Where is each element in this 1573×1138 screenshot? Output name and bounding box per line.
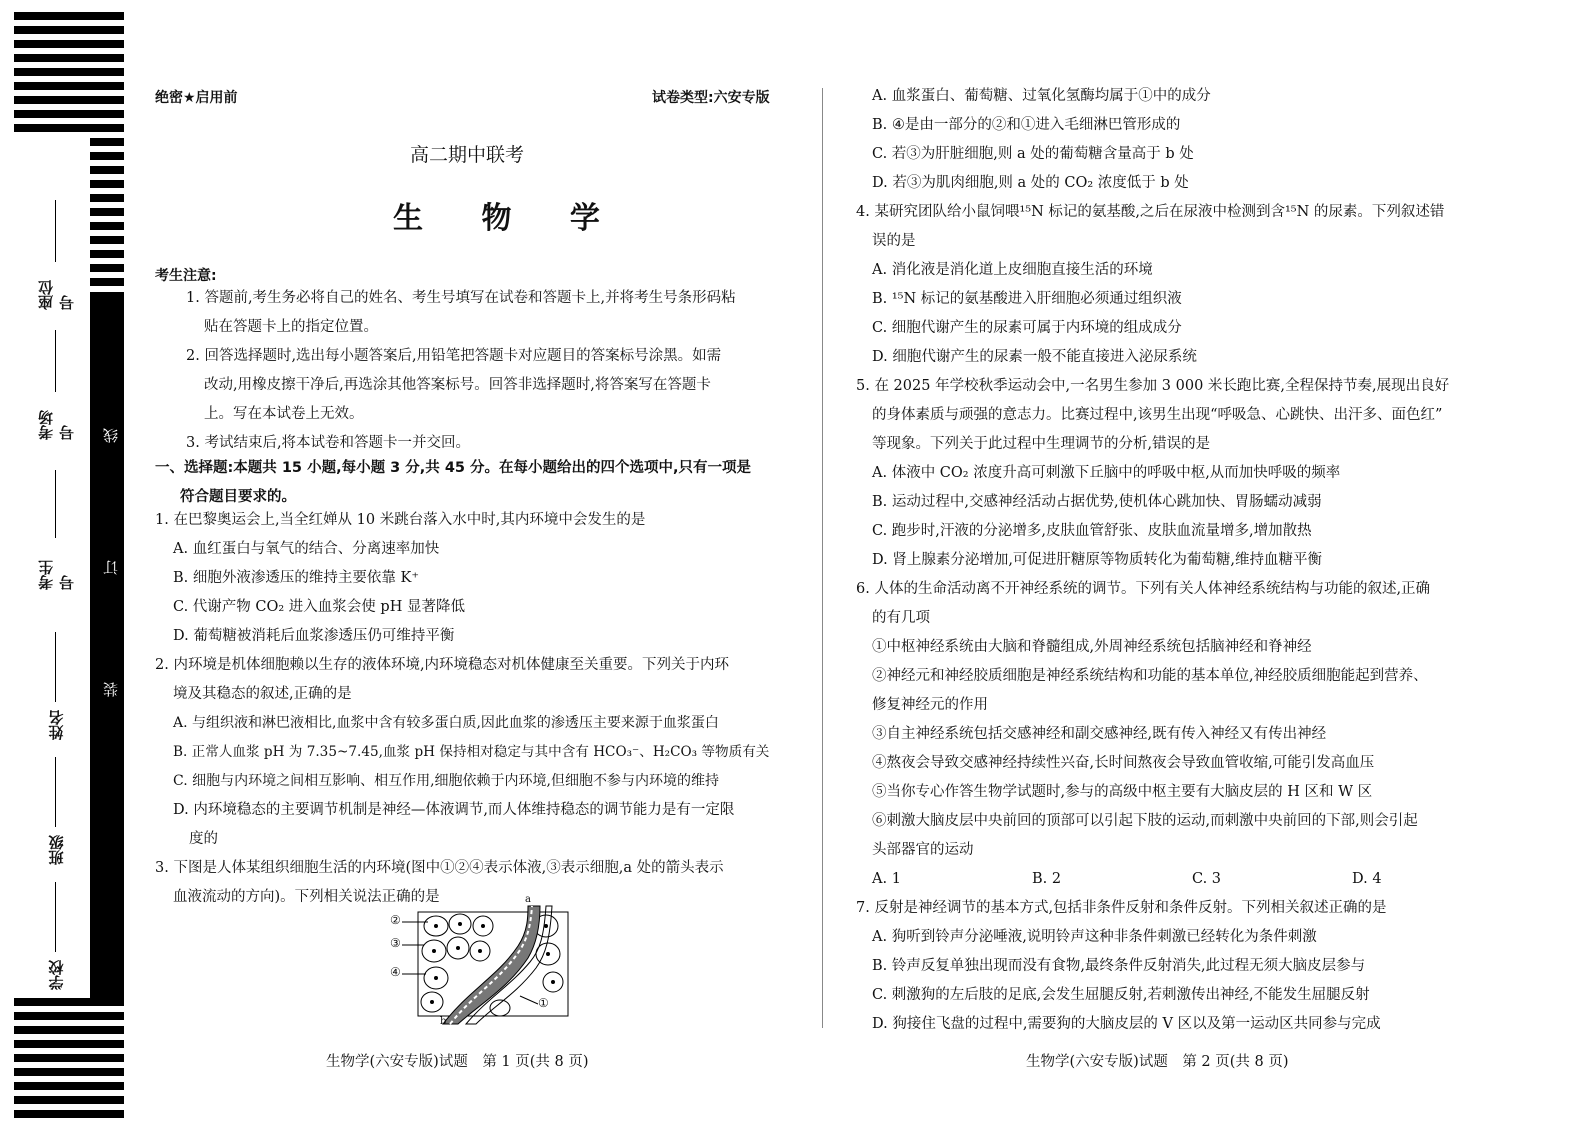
question-stem-cont: 的有几项 bbox=[872, 610, 930, 626]
binding-mark-line: 线 bbox=[102, 428, 120, 443]
tissue-figure bbox=[388, 896, 578, 1028]
section-heading: 一、选择题:本题共 15 小题,每小题 3 分,共 45 分。在每小题给出的四个选项中,只有一项是 bbox=[155, 460, 752, 476]
question-stem: 7. 反射是神经调节的基本方式,包括非条件反射和条件反射。下列相关叙述正确的是 bbox=[856, 900, 1387, 916]
binding-field-school: 学校 bbox=[36, 880, 76, 990]
option: C. 代谢产物 CO₂ 进入血浆会使 pH 显著降低 bbox=[173, 599, 465, 615]
option: A. 与组织液和淋巴液相比,血浆中含有较多蛋白质,因此血浆的渗透压主要来源于血浆蛋白 bbox=[173, 715, 719, 731]
option-cont: 度的 bbox=[189, 831, 218, 847]
subject-title: 生 物 学 bbox=[393, 201, 624, 236]
option: C. 刺激狗的左后肢的足底,会发生屈腿反射,若刺激传出神经,不能发生屈腿反射 bbox=[872, 987, 1370, 1003]
footer-page-1: 生物学(六安专版)试题 第 1 页(共 8 页) bbox=[326, 1054, 589, 1070]
option: A. 血浆蛋白、葡萄糖、过氧化氢酶均属于①中的成分 bbox=[872, 88, 1211, 104]
option: D. 肾上腺素分泌增加,可促进肝糖原等物质转化为葡萄糖,维持血糖平衡 bbox=[872, 552, 1323, 568]
question-stem: 6. 人体的生命活动离不开神经系统的调节。下列有关人体神经系统结构与功能的叙述,正确 bbox=[856, 581, 1431, 597]
notice-line: 1. 答题前,考生务必将自己的姓名、考生号填写在试卷和答题卡上,并将考生号条形码粘 bbox=[186, 290, 736, 306]
q6-option-d: D. 4 bbox=[1352, 871, 1382, 887]
page-separator bbox=[822, 88, 823, 1028]
option: B. 铃声反复单独出现而没有食物,最终条件反射消失,此过程无须大脑皮层参与 bbox=[872, 958, 1366, 974]
figure-label-3: ③ bbox=[390, 936, 401, 950]
option: D. 细胞代谢产生的尿素一般不能直接进入泌尿系统 bbox=[872, 349, 1197, 365]
binding-stripes-top bbox=[14, 12, 124, 138]
statement-cont: 头部器官的运动 bbox=[872, 842, 974, 858]
option: D. 狗接住飞盘的过程中,需要狗的大脑皮层的 V 区以及第一运动区共同参与完成 bbox=[872, 1016, 1381, 1032]
question-stem: 5. 在 2025 年学校秋季运动会中,一名男生参加 3 000 米长跑比赛,全程保持节奏,展现出良好 bbox=[856, 378, 1450, 394]
binding-field-room: 考场号 bbox=[36, 330, 76, 440]
question-stem: 2. 内环境是机体细胞赖以生存的液体环境,内环境稳态对机体健康至关重要。下列关于内环 bbox=[155, 657, 730, 673]
question-stem-cont: 等现象。下列关于此过程中生理调节的分析,错误的是 bbox=[872, 436, 1211, 452]
exam-name: 高二期中联考 bbox=[410, 144, 525, 166]
question-stem-cont: 的身体素质与顽强的意志力。比赛过程中,该男生出现“呼吸急、心跳快、出汗多、面色红” bbox=[872, 407, 1443, 423]
option: C. 细胞与内环境之间相互影响、相互作用,细胞依赖于内环境,但细胞不参与内环境的维持 bbox=[173, 773, 720, 789]
binding-stripes-bottom bbox=[14, 998, 124, 1124]
left-questions bbox=[155, 506, 769, 912]
binding-mark-order: 订 bbox=[102, 560, 120, 575]
q6-option-c: C. 3 bbox=[1192, 871, 1222, 887]
notice-line: 改动,用橡皮擦干净后,再选涂其他答案标号。回答非选择题时,将答案写在答题卡 bbox=[204, 377, 711, 393]
option: C. 若③为肝脏细胞,则 a 处的葡萄糖含量高于 b 处 bbox=[872, 146, 1194, 162]
option: B. ¹⁵N 标记的氨基酸进入肝细胞必须通过组织液 bbox=[872, 291, 1182, 307]
option: C. 跑步时,汗液的分泌增多,皮肤血管舒张、皮肤血流量增多,增加散热 bbox=[872, 523, 1312, 539]
question-stem: 1. 在巴黎奥运会上,当全红婵从 10 米跳台落入水中时,其内环境中会发生的是 bbox=[155, 512, 646, 528]
question-stem-cont: 境及其稳态的叙述,正确的是 bbox=[173, 686, 352, 702]
option: A. 体液中 CO₂ 浓度升高可刺激下丘脑中的呼吸中枢,从而加快呼吸的频率 bbox=[872, 465, 1341, 481]
binding-mark-bind: 装 bbox=[102, 682, 120, 697]
question-stem: 4. 某研究团队给小鼠饲喂¹⁵N 标记的氨基酸,之后在尿液中检测到含¹⁵N 的尿素。下列叙述错 bbox=[856, 204, 1445, 220]
statement: ②神经元和神经胶质细胞是神经系统结构和功能的基本单位,神经胶质细胞能起到营养、 bbox=[872, 668, 1428, 684]
binding-field-examinee-no: 考生号 bbox=[36, 470, 76, 590]
binding-bar bbox=[90, 295, 124, 998]
notice-line: 3. 考试结束后,将本试卷和答题卡一并交回。 bbox=[186, 435, 471, 451]
figure-label-a: a bbox=[525, 894, 531, 905]
q6-option-a: A. 1 bbox=[872, 871, 901, 887]
binding-field-name: 姓名 bbox=[36, 620, 76, 740]
option: D. 内环境稳态的主要调节机制是神经—体液调节,而人体维持稳态的调节能力是有一定限 bbox=[173, 802, 735, 818]
paper-type-label: 试卷类型:六安专版 bbox=[652, 90, 770, 106]
notice-title: 考生注意: bbox=[155, 268, 217, 284]
footer-page-2: 生物学(六安专版)试题 第 2 页(共 8 页) bbox=[1026, 1054, 1289, 1070]
tissue-diagram bbox=[388, 896, 578, 1028]
statement: ①中枢神经系统由大脑和脊髓组成,外周神经系统包括脑神经和脊神经 bbox=[872, 639, 1312, 655]
confidential-label: 绝密★启用前 bbox=[155, 90, 238, 106]
figure-label-1: ① bbox=[538, 996, 549, 1010]
question-stem-cont: 误的是 bbox=[872, 233, 916, 249]
statement: ⑤当你专心作答生物学试题时,参与的高级中枢主要有大脑皮层的 H 区和 W 区 bbox=[872, 784, 1373, 800]
option: A. 血红蛋白与氧气的结合、分离速率加快 bbox=[173, 541, 440, 557]
binding-field-seat: 座位号 bbox=[36, 200, 76, 310]
option: A. 消化液是消化道上皮细胞直接生活的环境 bbox=[872, 262, 1153, 278]
statement-cont: 修复神经元的作用 bbox=[872, 697, 988, 713]
figure-label-b: b bbox=[440, 1016, 447, 1027]
figure-label-4: ④ bbox=[390, 965, 401, 979]
option: D. 葡萄糖被消耗后血浆渗透压仍可维持平衡 bbox=[173, 628, 455, 644]
notice-line: 上。写在本试卷上无效。 bbox=[204, 406, 364, 422]
section-heading-cont: 符合题目要求的。 bbox=[180, 489, 296, 505]
option: B. 运动过程中,交感神经活动占据优势,使机体心跳加快、胃肠蠕动减弱 bbox=[872, 494, 1322, 510]
option: C. 细胞代谢产生的尿素可属于内环境的组成成分 bbox=[872, 320, 1182, 336]
q6-option-b: B. 2 bbox=[1032, 871, 1062, 887]
statement: ④熬夜会导致交感神经持续性兴奋,长时间熬夜会导致血管收缩,可能引发高血压 bbox=[872, 755, 1375, 771]
notice-line: 贴在答题卡上的指定位置。 bbox=[204, 319, 378, 335]
option: B. 正常人血浆 pH 为 7.35~7.45,血浆 pH 保持相对稳定与其中含有 HCO₃⁻、H₂CO₃ 等物质有关 bbox=[173, 744, 770, 760]
figure-label-2: ② bbox=[390, 913, 401, 927]
option: B. 细胞外液渗透压的维持主要依靠 K⁺ bbox=[173, 570, 419, 586]
notice-line: 2. 回答选择题时,选出每小题答案后,用铅笔把答题卡对应题目的答案标号涂黑。如需 bbox=[186, 348, 722, 364]
question-stem: 3. 下图是人体某组织细胞生活的内环境(图中①②④表示体液,③表示细胞,a 处的箭头表示 bbox=[155, 860, 724, 876]
q6-options bbox=[856, 865, 1449, 894]
statement: ③自主神经系统包括交感神经和副交感神经,既有传入神经又有传出神经 bbox=[872, 726, 1327, 742]
statement: ⑥刺激大脑皮层中央前回的顶部可以引起下肢的运动,而刺激中央前回的下部,则会引起 bbox=[872, 813, 1418, 829]
notice-list bbox=[186, 284, 736, 458]
question-stem-cont: 血液流动的方向)。下列相关说法正确的是 bbox=[173, 889, 440, 905]
right-questions bbox=[856, 82, 1449, 1039]
option: D. 若③为肌肉细胞,则 a 处的 CO₂ 浓度低于 b 处 bbox=[872, 175, 1189, 191]
option: A. 狗听到铃声分泌唾液,说明铃声这种非条件刺激已经转化为条件刺激 bbox=[872, 929, 1317, 945]
binding-field-class: 班级 bbox=[36, 755, 76, 865]
option: B. ④是由一部分的②和①进入毛细淋巴管形成的 bbox=[872, 117, 1181, 133]
